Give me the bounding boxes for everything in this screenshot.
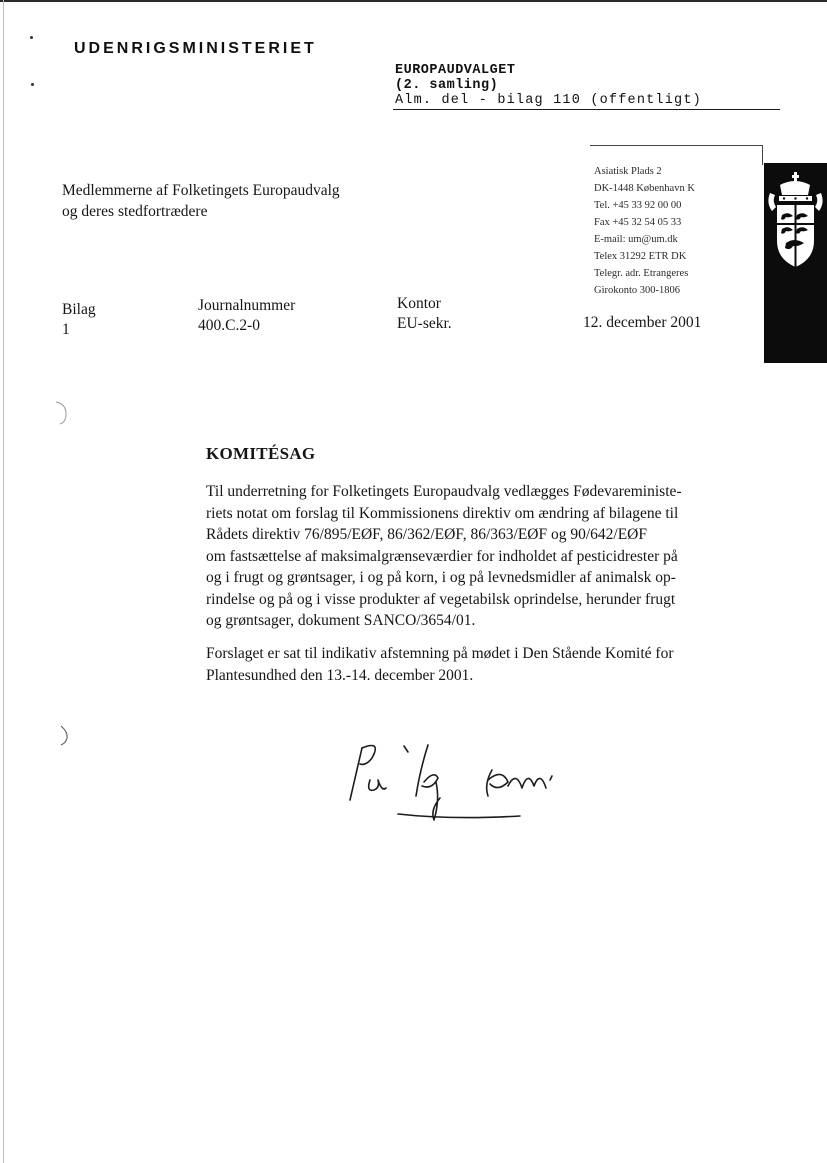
hole-punch-mark [58,724,70,746]
hole-punch-mark [52,400,72,426]
crest-bar [764,163,827,363]
bilag-field [62,300,96,340]
ministry-name: UDENRIGSMINISTERIET [74,40,317,57]
handwritten-signature [342,740,572,830]
body-line: riets notat om forslag til Kommissionens direktiv om ændring af bilagene til [206,504,679,522]
kontor-value: EU-sekr. [397,315,452,332]
body-line: Til underretning for Folketingets Europaudvalg vedlægges Fødevareministe- [206,483,682,500]
body-line: Rådets direktiv 76/895/EØF, 86/362/EØF, 86/363/EØF og 90/642/EØF [206,526,647,543]
kontor-label: Kontor [397,295,441,312]
journal-field [198,296,295,336]
journal-value: 400.C.2-0 [198,317,260,334]
body-paragraph-1 [206,481,751,632]
body-line: Plantesundhed den 13.-14. december 2001. [206,666,474,684]
scan-speck [31,83,34,86]
session-label: (2. samling) [395,78,499,93]
reference-underline [393,109,780,110]
scan-speck [30,36,33,39]
bilag-value: 1 [62,321,70,338]
bilag-label: Bilag [62,301,96,318]
body-line: og grøntsager, dokument SANCO/3654/01. [206,612,476,629]
body-paragraph-2 [206,643,751,686]
body-line: rindelse og på og i visse produkter af vegetabilsk oprindelse, herunder frugt [206,590,676,608]
address-rule-corner [762,145,763,165]
journal-label: Journalnummer [198,297,296,314]
body-line: og i frugt og grøntsager, i og på korn, i og på levnedsmidler af animalsk op- [206,569,676,586]
body-line: Forslaget er sat til indikativ afstemning på mødet i Den Stående Komité for [206,645,674,662]
royal-coat-of-arms-icon [764,171,827,291]
address-city: DK-1448 København K [594,183,695,194]
recipient-block [62,180,340,222]
ministry-address [594,163,695,299]
address-rule [590,145,762,146]
recipient-line: Medlemmerne af Folketingets Europaudvalg [62,182,340,199]
address-tel: Tel. +45 33 92 00 00 [594,200,682,211]
address-fax: Fax +45 32 54 05 33 [594,217,682,228]
address-giro: Girokonto 300-1806 [594,285,681,296]
document-reference: Alm. del - bilag 110 (offentligt) [395,93,702,108]
address-telex: Telex 31292 ETR DK [594,251,687,262]
document-heading: KOMITÉSAG [206,444,316,463]
page-edge [3,0,4,1163]
kontor-field [397,294,452,334]
committee-name: EUROPAUDVALGET [395,63,516,78]
recipient-line: og deres stedfortrædere [62,203,208,220]
letter-date: 12. december 2001 [583,314,702,331]
top-border [0,0,827,2]
address-email: E-mail: um@um.dk [594,234,678,245]
address-telegram: Telegr. adr. Etrangeres [594,268,689,279]
address-street: Asiatisk Plads 2 [594,166,662,177]
body-line: om fastsættelse af maksimalgrænseværdier for indholdet af pesticidrester på [206,547,678,565]
